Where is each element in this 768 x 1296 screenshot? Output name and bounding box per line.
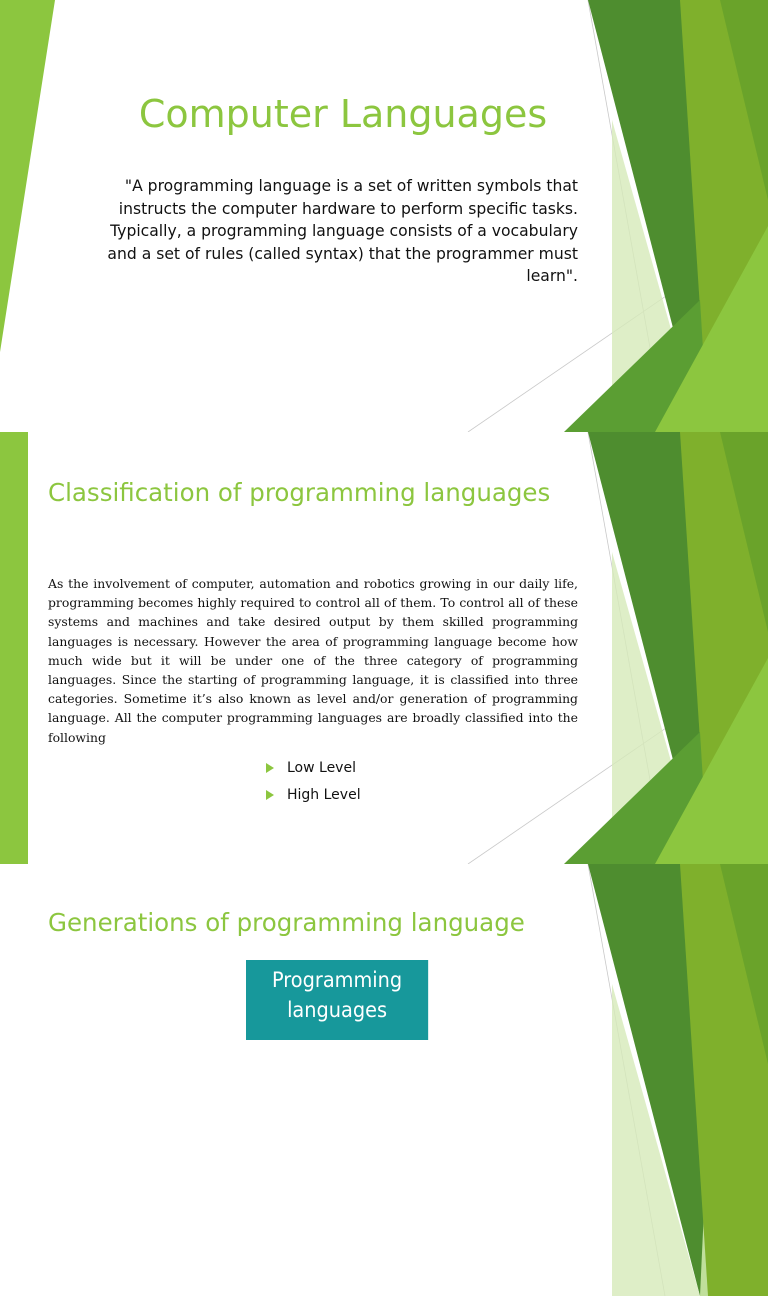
slide-title: Classification of programming languages — [48, 478, 551, 507]
definition-quote: "A programming language is a set of written symbols that instructs the computer hardware to perform specific tasks. Typically, a programming language consists of a vocabulary and a set of rules (called syntax) that the programmer must learn". — [107, 177, 578, 286]
bullet-list — [266, 754, 361, 809]
slide-title: Generations of programming language — [48, 908, 525, 937]
triangle-bullet-icon — [266, 790, 274, 800]
slide-title: Computer Languages — [138, 92, 548, 136]
programming-languages-box — [246, 960, 428, 1040]
slide-generations — [0, 864, 768, 1296]
bullet-label: Low Level — [287, 759, 356, 776]
slide-classification — [0, 432, 768, 864]
box-line: Programming — [271, 968, 403, 992]
box-line: languages — [287, 998, 388, 1022]
bullet-label: High Level — [287, 787, 361, 804]
list-item — [266, 782, 361, 810]
slide-computer-languages — [0, 0, 768, 432]
list-item — [266, 754, 361, 782]
body-paragraph: As the involvement of computer, automation and robotics growing in our daily life, programming becomes highly required to control all of them. To control all of these systems and machines and take desired output by them skilled programming languages is necessary. However the area of programming language become how much wide but it will be under one of the three category of programming languages. Since the starting of programming language, it is classified into three categories. Sometime it’s also known as level and/or generation of programming language. All the computer programming languages are broadly classified into the following — [48, 576, 578, 745]
triangle-bullet-icon — [266, 763, 274, 773]
